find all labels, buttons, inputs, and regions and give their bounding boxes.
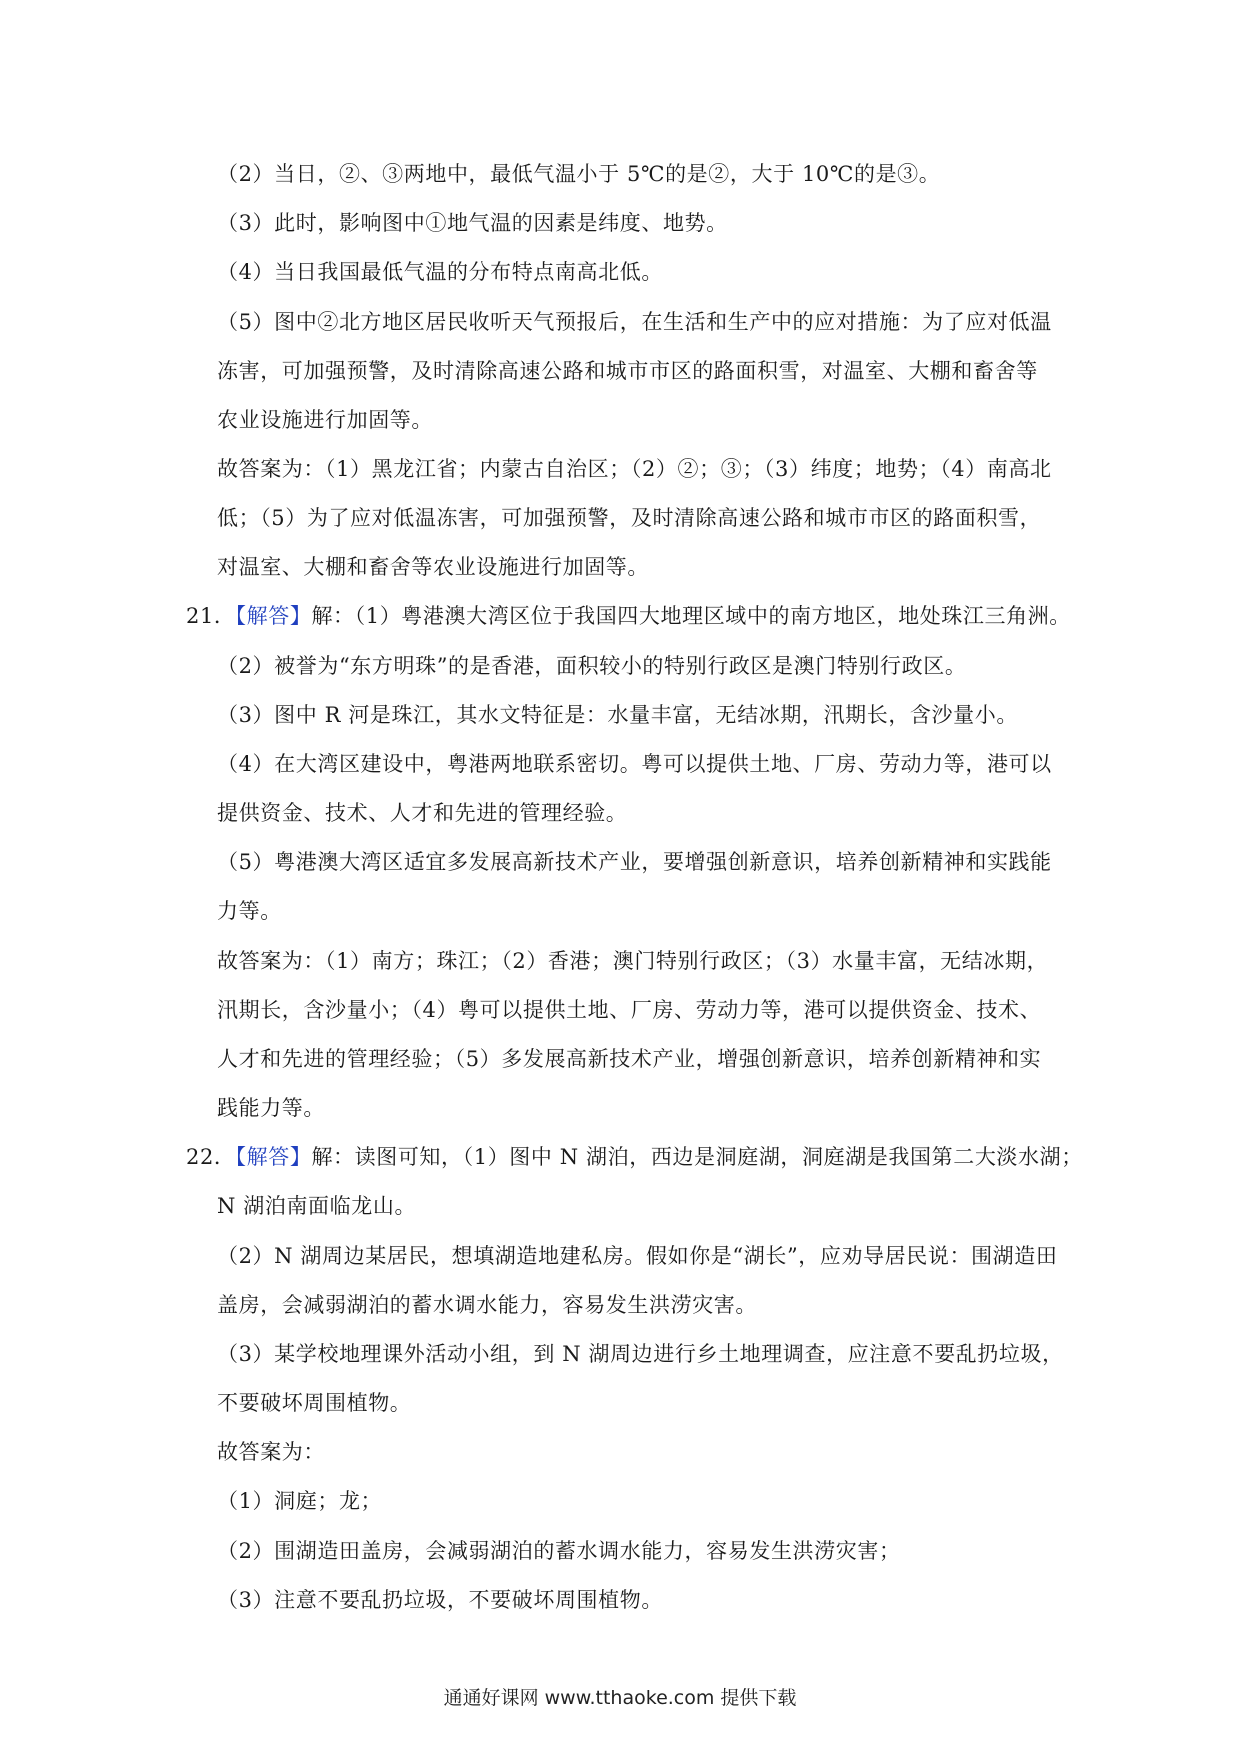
q21-heading [186,601,1071,631]
question-number: 21． [186,604,236,628]
footer-watermark: 通通好课网 www.tthaoke.com 提供下载 [443,1687,797,1709]
q22-heading [186,1142,1083,1172]
q22-answer-1: （1）洞庭；龙； [217,1489,383,1513]
q20-answer-line3: 对温室、大棚和畜舍等农业设施进行加固等。 [217,555,649,579]
q21-answer-line3: 人才和先进的管理经验；（5）多发展高新技术产业，增强创新意识，培养创新精神和实 [217,1047,1042,1071]
q20-part4: （4）当日我国最低气温的分布特点南高北低。 [217,260,663,284]
q21-part4-line1: （4）在大湾区建设中，粤港两地联系密切。粤可以提供土地、厂房、劳动力等，港可以 [217,752,1052,776]
q22-part3-line1: （3）某学校地理课外活动小组，到 N 湖周边进行乡土地理调查，应注意不要乱扔垃圾， [217,1342,1064,1366]
q20-part5-line2: 冻害，可加强预警，及时清除高速公路和城市市区的路面积雪，对温室、大棚和畜舍等 [217,359,1038,383]
q21-answer-line4: 践能力等。 [217,1096,325,1120]
q22-answer-heading: 故答案为： [217,1440,325,1464]
q22-part3-line2: 不要破坏周围植物。 [217,1391,412,1415]
q21-part3: （3）图中 R 河是珠江，其水文特征是：水量丰富，无结冰期，汛期长，含沙量小。 [217,703,1018,727]
q21-part5-line2: 力等。 [217,899,282,923]
q21-answer-line1: 故答案为：（1）南方；珠江；（2）香港；澳门特别行政区；（3）水量丰富，无结冰期， [217,949,1049,973]
q22-part1-line2: N 湖泊南面临龙山。 [217,1194,417,1218]
q20-answer-line2: 低；（5）为了应对低温冻害，可加强预警，及时清除高速公路和城市市区的路面积雪， [217,506,1042,530]
q22-answer-2: （2）围湖造田盖房，会减弱湖泊的蓄水调水能力，容易发生洪涝灾害； [217,1539,901,1563]
q22-part2-line1: （2）N 湖周边某居民，想填湖造地建私房。假如你是“湖长”，应劝导居民说：围湖造田 [217,1244,1058,1268]
q20-part5-line3: 农业设施进行加固等。 [217,408,433,432]
q22-part1-line1: 解：读图可知，（1）图中 N 湖泊，西边是洞庭湖，洞庭湖是我国第二大淡水湖； [311,1145,1083,1169]
q20-answer-line1: 故答案为：（1）黑龙江省；内蒙古自治区；（2）②；③；（3）纬度；地势；（4）南高北 [217,457,1052,481]
q21-part5-line1: （5）粤港澳大湾区适宜多发展高新技术产业，要增强创新意识，培养创新精神和实践能 [217,850,1052,874]
q21-part4-line2: 提供资金、技术、人才和先进的管理经验。 [217,801,628,825]
q20-part5-line1: （5）图中②北方地区居民收听天气预报后，在生活和生产中的应对措施：为了应对低温 [217,310,1052,334]
q22-part2-line2: 盖房，会减弱湖泊的蓄水调水能力，容易发生洪涝灾害。 [217,1293,757,1317]
answer-tag: 【解答】 [235,604,312,628]
q21-answer-line2: 汛期长，含沙量小；（4）粤可以提供土地、厂房、劳动力等，港可以提供资金、技术、 [217,998,1042,1022]
q21-part2: （2）被誉为“东方明珠”的是香港，面积较小的特别行政区是澳门特别行政区。 [217,654,967,678]
q22-answer-3: （3）注意不要乱扔垃圾，不要破坏周围植物。 [217,1588,663,1612]
q20-part2: （2）当日，②、③两地中，最低气温小于 5℃的是②，大于 10℃的是③。 [217,162,941,186]
question-number: 22． [186,1145,236,1169]
answer-tag: 【解答】 [235,1145,312,1169]
q21-part1: 解：（1）粤港澳大湾区位于我国四大地理区域中的南方地区，地处珠江三角洲。 [311,604,1071,628]
q20-part3: （3）此时，影响图中①地气温的因素是纬度、地势。 [217,211,728,235]
